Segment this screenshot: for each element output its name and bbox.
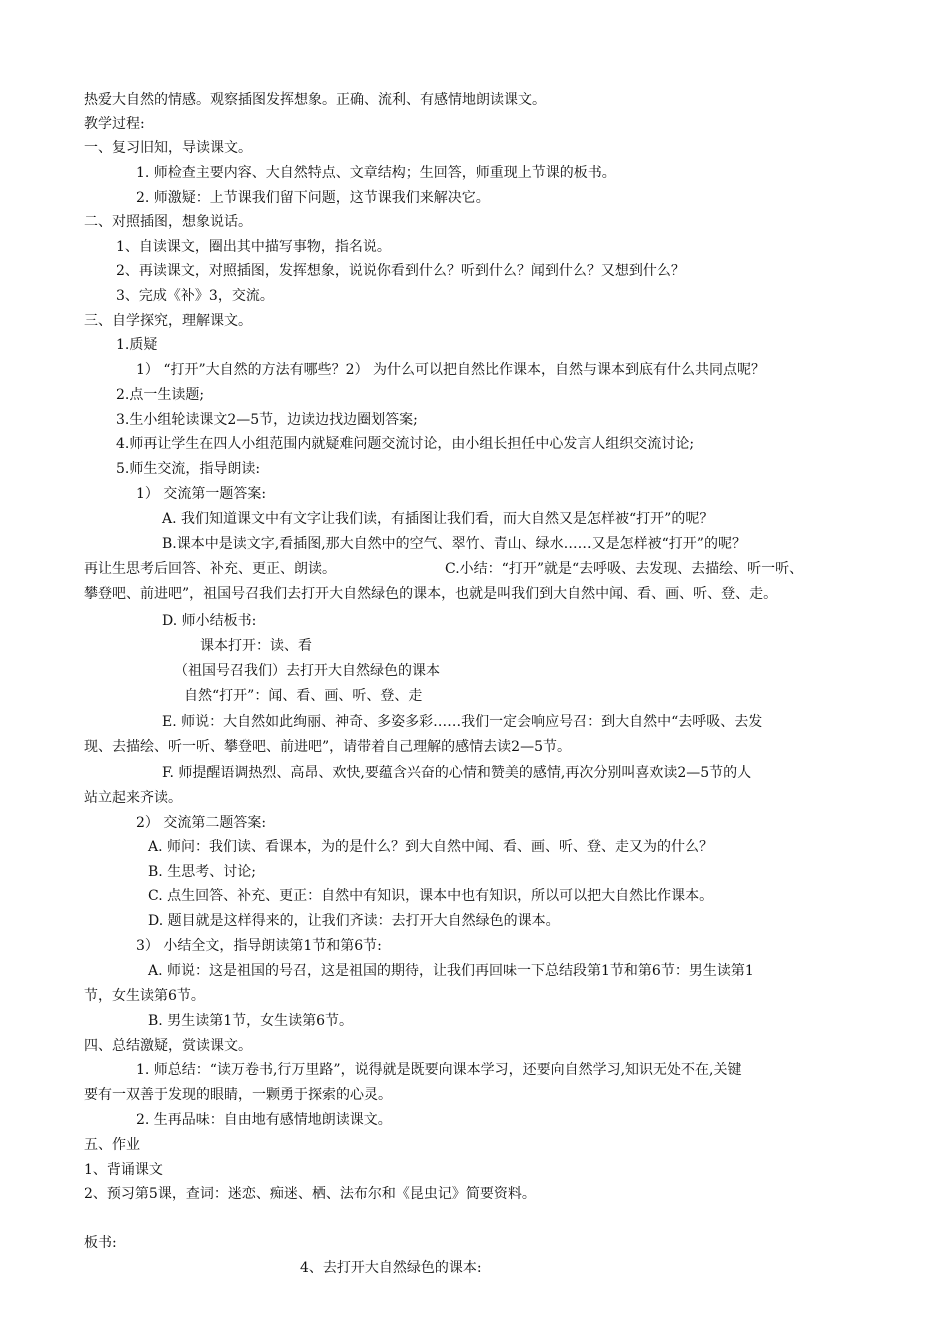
text-line: 2. 师激疑：上节课我们留下问题，这节课我们来解决它。	[136, 190, 490, 206]
text-line: 站立起来齐读。	[84, 790, 182, 806]
board-line: （祖国号召我们）去打开大自然绿色的课本	[174, 663, 440, 679]
text-line: 热爱大自然的情感。观察插图发挥想象。正确、流利、有感情地朗读课文。	[84, 92, 546, 108]
text-line: 要有一双善于发现的眼睛，一颗勇于探索的心灵。	[84, 1087, 392, 1103]
text-line: 1.质疑	[116, 337, 158, 353]
board-title: 4、去打开大自然绿色的课本:	[300, 1260, 482, 1276]
text-line: A. 我们知道课文中有文字让我们读，有插图让我们看，而大自然又是怎样被“打开”的呢？	[162, 511, 714, 527]
text-line: 板书:	[84, 1235, 117, 1251]
section-heading: 四、总结激疑，赏读课文。	[84, 1038, 252, 1054]
text-line: 节，女生读第6节。	[84, 988, 205, 1004]
text-line: 1、背诵课文	[84, 1162, 163, 1178]
section-heading: 二、对照插图，想象说话。	[84, 214, 252, 230]
text-line: 1. 师检查主要内容、大自然特点、文章结构；生回答，师重现上节课的板书。	[136, 165, 616, 181]
text-line: B.课本中是读文字,看插图,那大自然中的空气、翠竹、青山、绿水……又是怎样被“打开”的呢？	[162, 536, 746, 552]
text-line: D. 题目就是这样得来的，让我们齐读：去打开大自然绿色的课本。	[148, 913, 560, 929]
text-line: 现、去描绘、听一听、攀登吧、前进吧”，请带着自己理解的感情去读2—5节。	[84, 739, 571, 755]
text-line: 再让生思考后回答、补充、更正、朗读。	[84, 561, 336, 577]
text-line: 2、再读课文，对照插图，发挥想象，说说你看到什么？听到什么？闻到什么？又想到什么？	[116, 263, 685, 279]
text-line: 1、自读课文，圈出其中描写事物，指名说。	[116, 239, 391, 255]
text-line: 3） 小结全文，指导朗读第1节和第6节:	[136, 938, 382, 954]
text-line: B. 生思考、讨论;	[148, 864, 256, 880]
section-heading: 五、作业	[84, 1137, 140, 1153]
text-line: 3.生小组轮读课文2—5节，边读边找边圈划答案;	[116, 412, 418, 428]
text-line: 2、预习第5课，查词：迷恋、痴迷、栖、法布尔和《昆虫记》简要资料。	[84, 1186, 536, 1202]
text-line: 1） 交流第一题答案:	[136, 486, 267, 502]
text-line: 2.点一生读题;	[116, 387, 205, 403]
text-line: E. 师说：大自然如此绚丽、神奇、多姿多彩……我们一定会响应号召：到大自然中“去呼吸、去发	[162, 714, 763, 730]
text-line: C.小结：“打开”就是“去呼吸、去发现、去描绘、听一听、	[445, 561, 804, 577]
text-line: 3、完成《补》3，交流。	[116, 288, 274, 304]
text-line: 2） 交流第二题答案:	[136, 815, 267, 831]
text-line: A. 师问：我们读、看课本，为的是什么？到大自然中闻、看、画、听、登、走又为的什么？	[148, 839, 714, 855]
board-line: 课本打开：读、看	[200, 638, 312, 654]
text-line: B. 男生读第1节，女生读第6节。	[148, 1013, 354, 1029]
section-heading: 一、复习旧知，导读课文。	[84, 140, 252, 156]
text-line: F. 师提醒语调热烈、高昂、欢快,要蕴含兴奋的心情和赞美的感情,再次分别叫喜欢读2—5节的人	[162, 765, 752, 781]
text-line: 1） “打开”大自然的方法有哪些？2） 为什么可以把自然比作课本，自然与课本到底有什么共同点呢？	[136, 362, 766, 378]
text-line: 5.师生交流，指导朗读:	[116, 461, 261, 477]
text-line: A. 师说：这是祖国的号召，这是祖国的期待，让我们再回味一下总结段第1节和第6节：男生读第1	[148, 963, 754, 979]
text-line: 1. 师总结：“读万卷书,行万里路”，说得就是既要向课本学习，还要向自然学习,知识无处不在,关键	[136, 1062, 742, 1078]
section-heading: 三、自学探究，理解课文。	[84, 313, 252, 329]
text-line: C. 点生回答、补充、更正：自然中有知识，课本中也有知识，所以可以把大自然比作课本。	[148, 888, 714, 904]
text-line: D. 师小结板书:	[162, 613, 257, 629]
board-line: 自然“打开”：闻、看、画、听、登、走	[184, 688, 423, 704]
text-line: 2. 生再品味：自由地有感情地朗读课文。	[136, 1112, 392, 1128]
text-line: 4.师再让学生在四人小组范围内就疑难问题交流讨论，由小组长担任中心发言人组织交流讨论;	[116, 436, 695, 452]
text-line: 教学过程:	[84, 116, 145, 132]
text-line: 攀登吧、前进吧”，祖国号召我们去打开大自然绿色的课本，也就是叫我们到大自然中闻、看、画、听、登、走。	[84, 586, 778, 602]
